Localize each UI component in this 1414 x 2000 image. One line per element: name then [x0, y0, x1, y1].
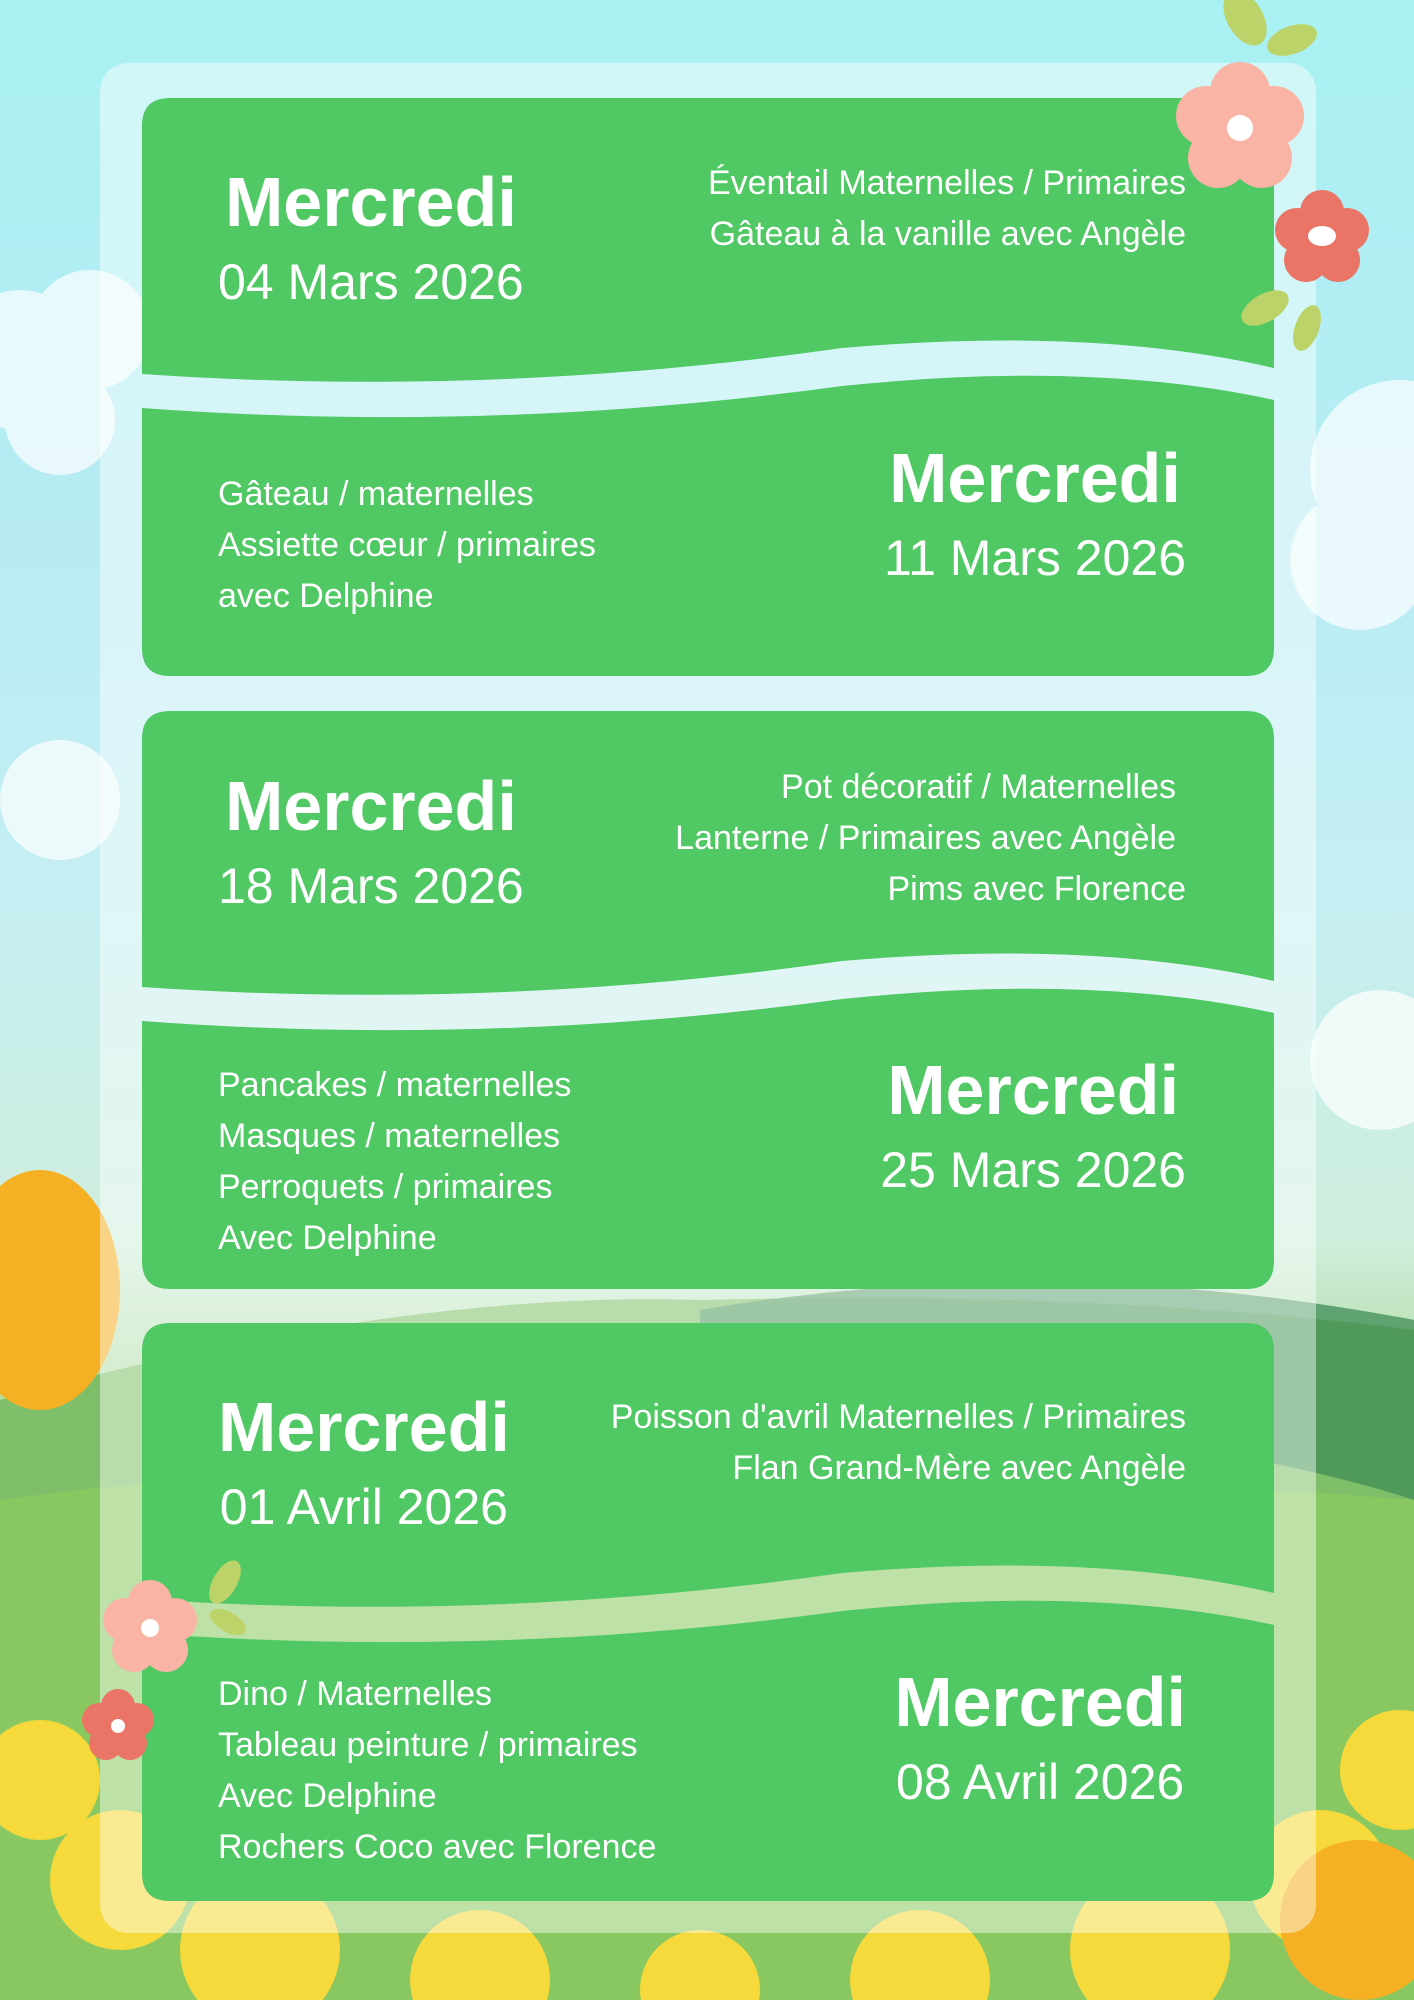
- entry-5-activities: [611, 1392, 1186, 1494]
- entry-1-date-block: [218, 162, 524, 312]
- activity-line: Pancakes / maternelles: [218, 1066, 572, 1104]
- entry-4-day: Mercredi: [887, 1051, 1180, 1129]
- activity-line: Poisson d'avril Maternelles / Primaires: [610, 1398, 1186, 1436]
- activity-line: Masques / maternelles: [218, 1117, 561, 1155]
- activity-line: Dino / Maternelles: [218, 1675, 493, 1713]
- entry-2-day: Mercredi: [889, 439, 1181, 517]
- activity-line: Pot décoratif / Maternelles: [781, 768, 1176, 806]
- entry-3-date: 18 Mars 2026: [218, 858, 524, 914]
- activity-line: Flan Grand-Mère avec Angèle: [732, 1449, 1186, 1487]
- activity-line: Avec Delphine: [218, 1219, 437, 1257]
- activity-line: Tableau peinture / primaires: [218, 1726, 638, 1764]
- entry-3-date-block: [218, 766, 524, 916]
- entry-1-day: Mercredi: [224, 163, 517, 241]
- entry-1-activities: [708, 158, 1186, 260]
- activity-line: Pims avec Florence: [887, 870, 1186, 908]
- entry-3-day: Mercredi: [224, 767, 517, 845]
- entry-6-day: Mercredi: [894, 1663, 1186, 1741]
- activity-line: Perroquets / primaires: [218, 1168, 553, 1206]
- entry-6-activities: [218, 1669, 656, 1873]
- activity-line: Lanterne / Primaires avec Angèle: [675, 819, 1176, 857]
- activity-line: Gâteau à la vanille avec Angèle: [709, 215, 1186, 253]
- entry-5-day: Mercredi: [218, 1388, 510, 1466]
- entry-2-date-block: [884, 438, 1186, 588]
- entry-2-activities: [218, 469, 596, 622]
- entry-4-date: 25 Mars 2026: [880, 1142, 1186, 1198]
- entry-5-date: 01 Avril 2026: [219, 1479, 508, 1535]
- activity-line: Rochers Coco avec Florence: [218, 1828, 657, 1866]
- entry-6-date: 08 Avril 2026: [896, 1754, 1185, 1810]
- activity-line: Éventail Maternelles / Primaires: [707, 164, 1186, 202]
- entry-5-date-block: [218, 1387, 510, 1537]
- activity-line: avec Delphine: [218, 577, 434, 615]
- entry-4-activities: [218, 1060, 571, 1264]
- activity-line: Avec Delphine: [218, 1777, 437, 1815]
- entry-4-date-block: [880, 1050, 1186, 1200]
- entry-2-date: 11 Mars 2026: [883, 530, 1186, 586]
- entry-6-date-block: [894, 1662, 1186, 1812]
- entry-3-activities: [675, 762, 1186, 915]
- activity-line: Assiette cœur / primaires: [218, 526, 596, 564]
- entry-1-date: 04 Mars 2026: [218, 254, 524, 310]
- activity-line: Gâteau / maternelles: [218, 475, 534, 513]
